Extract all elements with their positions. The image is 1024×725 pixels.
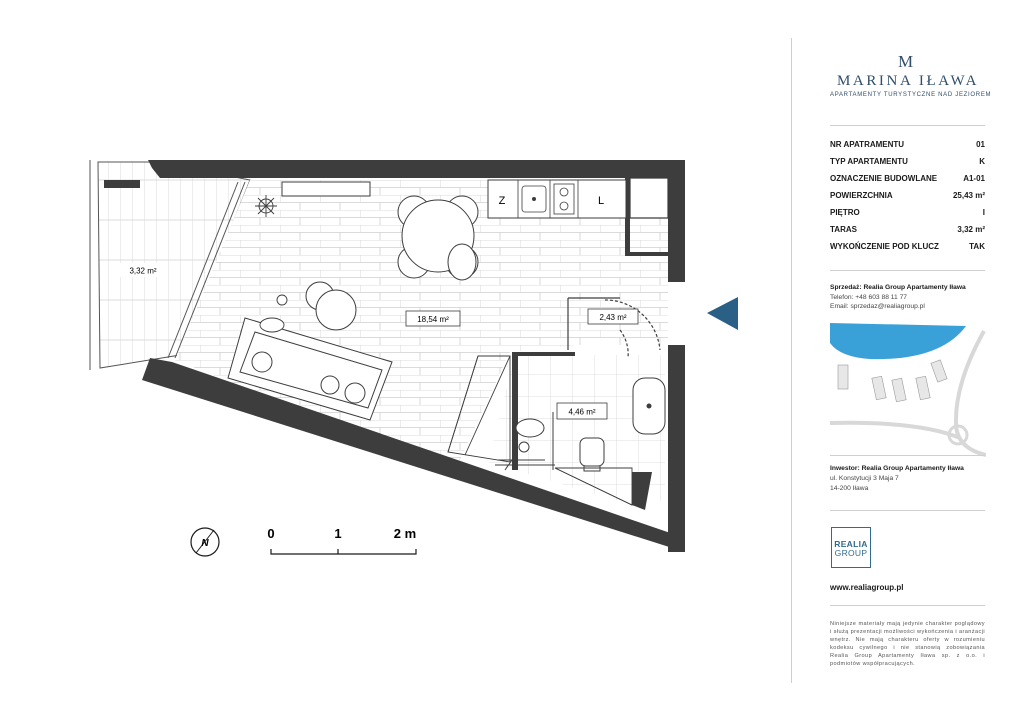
compass-letter: N xyxy=(201,538,209,549)
spec-label: NR APATRAMENTU xyxy=(830,140,905,149)
investor-title: Inwestor: Realia Group Apartamenty Iława xyxy=(830,465,964,472)
spec-value: TAK xyxy=(969,242,985,251)
spec-row-floor xyxy=(830,208,985,224)
investor-city: 14-200 Iława xyxy=(830,485,869,492)
spec-row-apartment-number xyxy=(830,140,985,156)
website-link[interactable]: www.realiagroup.pl xyxy=(830,583,904,592)
dining-table xyxy=(398,196,478,280)
terrace-area-label: 3,32 m² xyxy=(129,266,157,276)
entrance-arrow-icon xyxy=(707,297,738,330)
sales-phone: Telefon: +48 603 88 11 77 xyxy=(830,294,908,301)
spec-row-turnkey xyxy=(830,242,985,258)
marina-logo-icon: Μ xyxy=(898,52,914,71)
spec-label: PIĘTRO xyxy=(830,208,860,217)
spec-row-building-code xyxy=(830,174,985,190)
spec-label: OZNACZENIE BUDOWLANE xyxy=(830,174,938,183)
divider-line xyxy=(830,605,985,606)
lake-shape xyxy=(830,323,966,359)
spec-row-apartment-type xyxy=(830,157,985,173)
kitchen-label-z: Z xyxy=(498,195,506,207)
tv-unit xyxy=(282,182,370,196)
scale-label-1: 1 xyxy=(334,526,342,541)
divider-line xyxy=(830,455,985,456)
realia-group-logo xyxy=(831,527,871,568)
toilet xyxy=(580,438,604,471)
scale-label-2: 2 m xyxy=(393,526,417,541)
map-buildings xyxy=(838,360,947,402)
spec-value: 01 xyxy=(976,140,985,149)
terrace-planter xyxy=(104,180,140,188)
living-area-label: 18,54 m² xyxy=(417,315,449,324)
location-map xyxy=(830,323,986,463)
sales-title: Sprzedaż: Realia Group Apartamenty Iława xyxy=(830,284,966,291)
spec-value: 3,32 m² xyxy=(957,225,985,234)
disclaimer-text: Niniejsze materiały mają jedynie charakter poglądowy i służą prezentacji możliwości wykończenia i aranżacji wnętrz. Nie mają charakteru oferty w rozumieniu kodeksu cywilnego i nie stanowią zobowiązania Realia Group Apartamenty Iława sp. z o.o. i podmiotów współpracujących. xyxy=(830,621,985,667)
brand-tagline: APARTAMENTY TURYSTYCZNE NAD JEZIOREM xyxy=(830,92,992,98)
bath-area-label: 4,46 m² xyxy=(568,407,596,417)
kitchen-label-l: L xyxy=(597,195,605,207)
realia-logo-line2: GROUP xyxy=(834,548,868,558)
divider-line xyxy=(830,125,985,126)
bathtub xyxy=(633,378,665,434)
vertical-divider xyxy=(791,38,792,683)
spec-label: TARAS xyxy=(830,225,857,234)
realia-logo-line1: REALIA xyxy=(834,539,868,549)
spec-label: TYP APARTAMENTU xyxy=(830,157,908,166)
spec-value: K xyxy=(979,157,985,166)
scale-bar xyxy=(271,549,416,554)
spec-row-terrace xyxy=(830,225,985,241)
scale-label-0: 0 xyxy=(267,526,275,541)
spec-value: I xyxy=(982,208,985,217)
kitchen-counter xyxy=(488,180,626,218)
plant-icon xyxy=(255,195,277,217)
spec-value: A1-01 xyxy=(963,174,985,183)
investor-street: ul. Konstytucji 3 Maja 7 xyxy=(830,475,899,482)
spec-label: POWIERZCHNIA xyxy=(830,191,893,200)
sales-email: Email: sprzedaz@realiagroup.pl xyxy=(830,303,925,310)
spec-label: WYKOŃCZENIE POD KLUCZ xyxy=(830,242,939,251)
divider-line xyxy=(830,270,985,271)
hall-area-label: 2,43 m² xyxy=(599,313,627,322)
spec-value: 25,43 m² xyxy=(952,191,985,200)
spec-row-area xyxy=(830,191,985,207)
divider-line xyxy=(830,510,985,511)
brand-name: MARINA IŁAWA xyxy=(836,73,980,89)
